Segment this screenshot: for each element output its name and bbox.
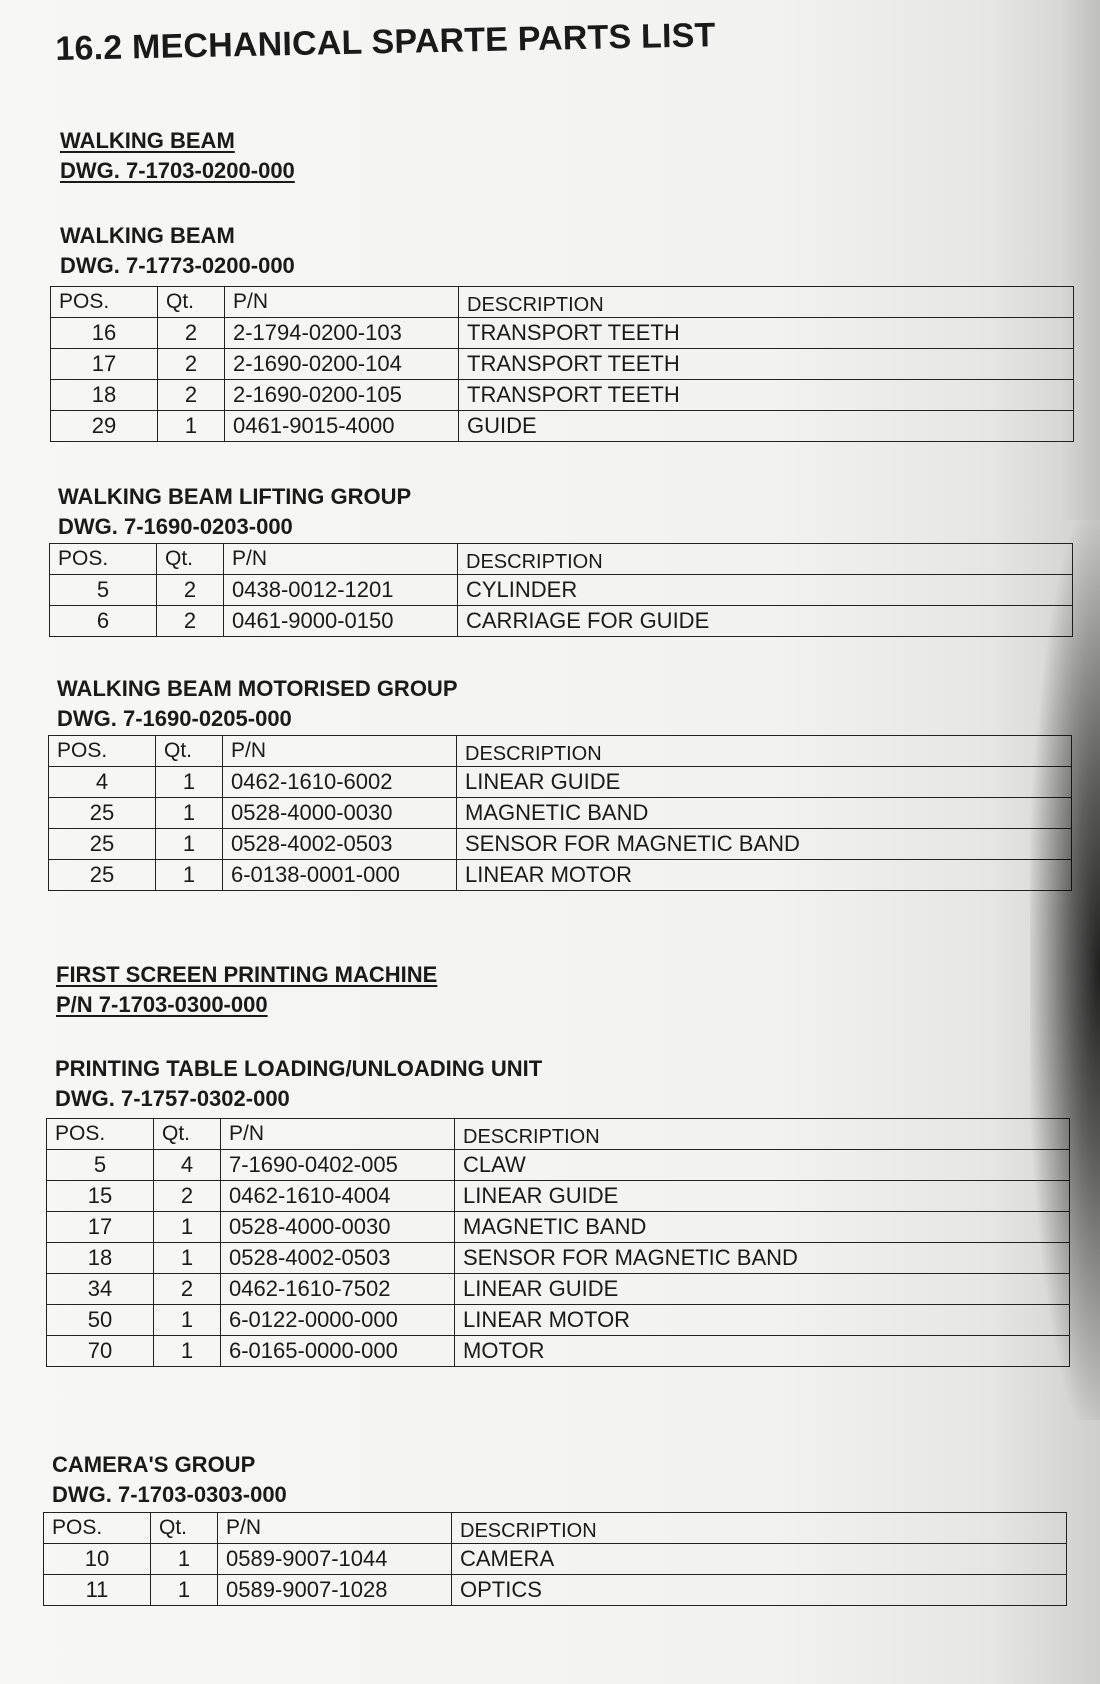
column-header-description: DESCRIPTION xyxy=(459,287,1074,318)
section-title: FIRST SCREEN PRINTING MACHINE xyxy=(56,962,438,987)
cell-pn: 0462-1610-7502 xyxy=(221,1274,455,1305)
cell-description: MAGNETIC BAND xyxy=(455,1212,1070,1243)
cell-description: LINEAR GUIDE xyxy=(455,1274,1070,1305)
cell-pos: 5 xyxy=(50,575,157,606)
table-row xyxy=(51,380,1074,411)
cell-pos: 17 xyxy=(51,349,158,380)
cell-description: SENSOR FOR MAGNETIC BAND xyxy=(455,1243,1070,1274)
cell-pn: 0528-4000-0030 xyxy=(221,1212,455,1243)
cell-pos: 6 xyxy=(50,606,157,637)
section-heading-walking-beam-main xyxy=(60,126,295,186)
cell-pos: 11 xyxy=(44,1575,151,1606)
cell-qt: 1 xyxy=(154,1305,221,1336)
cell-pos: 18 xyxy=(47,1243,154,1274)
cell-qt: 2 xyxy=(158,318,225,349)
cell-pn: 2-1690-0200-105 xyxy=(225,380,459,411)
section-drawing-number: P/N 7-1703-0300-000 xyxy=(56,992,268,1017)
cell-qt: 1 xyxy=(151,1544,218,1575)
column-header-qt: Qt. xyxy=(151,1513,218,1544)
parts-table-loading-unloading xyxy=(46,1118,1070,1367)
table-row xyxy=(49,798,1072,829)
section-heading-lifting-group xyxy=(58,482,411,542)
table-row xyxy=(44,1575,1067,1606)
section-title: WALKING BEAM xyxy=(60,223,235,248)
column-header-pos: POS. xyxy=(47,1119,154,1150)
cell-pos: 5 xyxy=(47,1150,154,1181)
table-row xyxy=(49,829,1072,860)
table-row xyxy=(47,1181,1070,1212)
table-row xyxy=(51,318,1074,349)
section-title: CAMERA'S GROUP xyxy=(52,1452,256,1477)
parts-table-cameras-group xyxy=(43,1512,1067,1606)
cell-pn: 0528-4002-0503 xyxy=(223,829,457,860)
column-header-qt: Qt. xyxy=(158,287,225,318)
section-drawing-number: DWG. 7-1690-0203-000 xyxy=(58,514,293,539)
cell-pn: 0461-9015-4000 xyxy=(225,411,459,442)
column-header-description: DESCRIPTION xyxy=(455,1119,1070,1150)
parts-table-motorised-group xyxy=(48,735,1072,891)
column-header-pos: POS. xyxy=(51,287,158,318)
table-row xyxy=(51,349,1074,380)
cell-description: CYLINDER xyxy=(458,575,1073,606)
cell-pn: 2-1690-0200-104 xyxy=(225,349,459,380)
table-row xyxy=(47,1336,1070,1367)
cell-qt: 1 xyxy=(158,411,225,442)
cell-pn: 6-0138-0001-000 xyxy=(223,860,457,891)
cell-qt: 1 xyxy=(154,1212,221,1243)
section-title: WALKING BEAM LIFTING GROUP xyxy=(58,484,412,509)
cell-qt: 1 xyxy=(151,1575,218,1606)
cell-pn: 0528-4000-0030 xyxy=(223,798,457,829)
cell-pos: 15 xyxy=(47,1181,154,1212)
cell-pn: 0528-4002-0503 xyxy=(221,1243,455,1274)
cell-pn: 0589-9007-1028 xyxy=(218,1575,452,1606)
cell-pos: 25 xyxy=(49,860,156,891)
column-header-pn: P/N xyxy=(218,1513,452,1544)
cell-qt: 1 xyxy=(156,860,223,891)
cell-qt: 1 xyxy=(156,767,223,798)
column-header-qt: Qt. xyxy=(154,1119,221,1150)
section-heading-walking-beam xyxy=(60,221,295,281)
table-row xyxy=(49,860,1072,891)
cell-pos: 25 xyxy=(49,829,156,860)
section-drawing-number: DWG. 7-1690-0205-000 xyxy=(57,706,292,731)
section-heading-first-screen-printing xyxy=(56,960,437,1020)
cell-pos: 50 xyxy=(47,1305,154,1336)
cell-pos: 70 xyxy=(47,1336,154,1367)
cell-qt: 2 xyxy=(157,606,224,637)
table-row xyxy=(47,1243,1070,1274)
cell-qt: 4 xyxy=(154,1150,221,1181)
cell-description: OPTICS xyxy=(452,1575,1067,1606)
cell-pn: 0589-9007-1044 xyxy=(218,1544,452,1575)
cell-description: CLAW xyxy=(455,1150,1070,1181)
parts-table-lifting-group xyxy=(49,543,1073,637)
cell-pn: 0462-1610-4004 xyxy=(221,1181,455,1212)
parts-table-walking-beam xyxy=(50,286,1074,442)
section-drawing-number: DWG. 7-1703-0303-000 xyxy=(52,1482,287,1507)
table-header-row xyxy=(47,1119,1070,1150)
table-row xyxy=(47,1274,1070,1305)
cell-pos: 34 xyxy=(47,1274,154,1305)
section-heading-cameras-group xyxy=(52,1450,287,1510)
page-title: 16.2 MECHANICAL SPARTE PARTS LIST xyxy=(55,16,716,68)
cell-description: MAGNETIC BAND xyxy=(457,798,1072,829)
cell-qt: 1 xyxy=(154,1336,221,1367)
table-header-row xyxy=(51,287,1074,318)
section-title: WALKING BEAM MOTORISED GROUP xyxy=(57,676,458,701)
section-title: WALKING BEAM xyxy=(60,128,235,153)
section-drawing-number: DWG. 7-1703-0200-000 xyxy=(60,158,295,183)
table-row xyxy=(44,1544,1067,1575)
column-header-description: DESCRIPTION xyxy=(452,1513,1067,1544)
column-header-pn: P/N xyxy=(223,736,457,767)
column-header-pos: POS. xyxy=(44,1513,151,1544)
table-row xyxy=(50,606,1073,637)
cell-pos: 10 xyxy=(44,1544,151,1575)
cell-description: LINEAR MOTOR xyxy=(457,860,1072,891)
cell-description: TRANSPORT TEETH xyxy=(459,380,1074,411)
column-header-pos: POS. xyxy=(49,736,156,767)
cell-pn: 6-0122-0000-000 xyxy=(221,1305,455,1336)
column-header-pn: P/N xyxy=(221,1119,455,1150)
cell-pos: 18 xyxy=(51,380,158,411)
cell-qt: 2 xyxy=(157,575,224,606)
section-heading-motorised-group xyxy=(57,674,458,734)
table-row xyxy=(49,767,1072,798)
cell-pn: 2-1794-0200-103 xyxy=(225,318,459,349)
cell-description: CAMERA xyxy=(452,1544,1067,1575)
cell-description: CARRIAGE FOR GUIDE xyxy=(458,606,1073,637)
cell-pn: 0462-1610-6002 xyxy=(223,767,457,798)
cell-pn: 0438-0012-1201 xyxy=(224,575,458,606)
table-row xyxy=(47,1150,1070,1181)
cell-qt: 2 xyxy=(158,349,225,380)
cell-description: TRANSPORT TEETH xyxy=(459,318,1074,349)
cell-qt: 1 xyxy=(154,1243,221,1274)
cell-description: LINEAR MOTOR xyxy=(455,1305,1070,1336)
cell-pos: 25 xyxy=(49,798,156,829)
cell-qt: 2 xyxy=(158,380,225,411)
cell-pn: 0461-9000-0150 xyxy=(224,606,458,637)
column-header-description: DESCRIPTION xyxy=(457,736,1072,767)
table-row xyxy=(47,1305,1070,1336)
column-header-description: DESCRIPTION xyxy=(458,544,1073,575)
cell-qt: 2 xyxy=(154,1274,221,1305)
column-header-pn: P/N xyxy=(225,287,459,318)
table-header-row xyxy=(50,544,1073,575)
page-edge-shading xyxy=(1060,0,1100,520)
column-header-pn: P/N xyxy=(224,544,458,575)
column-header-pos: POS. xyxy=(50,544,157,575)
cell-description: SENSOR FOR MAGNETIC BAND xyxy=(457,829,1072,860)
cell-description: GUIDE xyxy=(459,411,1074,442)
cell-description: MOTOR xyxy=(455,1336,1070,1367)
cell-description: LINEAR GUIDE xyxy=(457,767,1072,798)
cell-qt: 2 xyxy=(154,1181,221,1212)
cell-pos: 17 xyxy=(47,1212,154,1243)
cell-qt: 1 xyxy=(156,798,223,829)
cell-pos: 16 xyxy=(51,318,158,349)
section-heading-loading-unloading xyxy=(55,1054,542,1114)
cell-pn: 7-1690-0402-005 xyxy=(221,1150,455,1181)
cell-description: LINEAR GUIDE xyxy=(455,1181,1070,1212)
table-header-row xyxy=(44,1513,1067,1544)
section-title: PRINTING TABLE LOADING/UNLOADING UNIT xyxy=(55,1056,543,1081)
cell-description: TRANSPORT TEETH xyxy=(459,349,1074,380)
table-row xyxy=(51,411,1074,442)
cell-pos: 29 xyxy=(51,411,158,442)
section-drawing-number: DWG. 7-1773-0200-000 xyxy=(60,253,295,278)
column-header-qt: Qt. xyxy=(156,736,223,767)
section-drawing-number: DWG. 7-1757-0302-000 xyxy=(55,1086,290,1111)
cell-pn: 6-0165-0000-000 xyxy=(221,1336,455,1367)
cell-qt: 1 xyxy=(156,829,223,860)
cell-pos: 4 xyxy=(49,767,156,798)
table-header-row xyxy=(49,736,1072,767)
table-row xyxy=(50,575,1073,606)
column-header-qt: Qt. xyxy=(157,544,224,575)
table-row xyxy=(47,1212,1070,1243)
